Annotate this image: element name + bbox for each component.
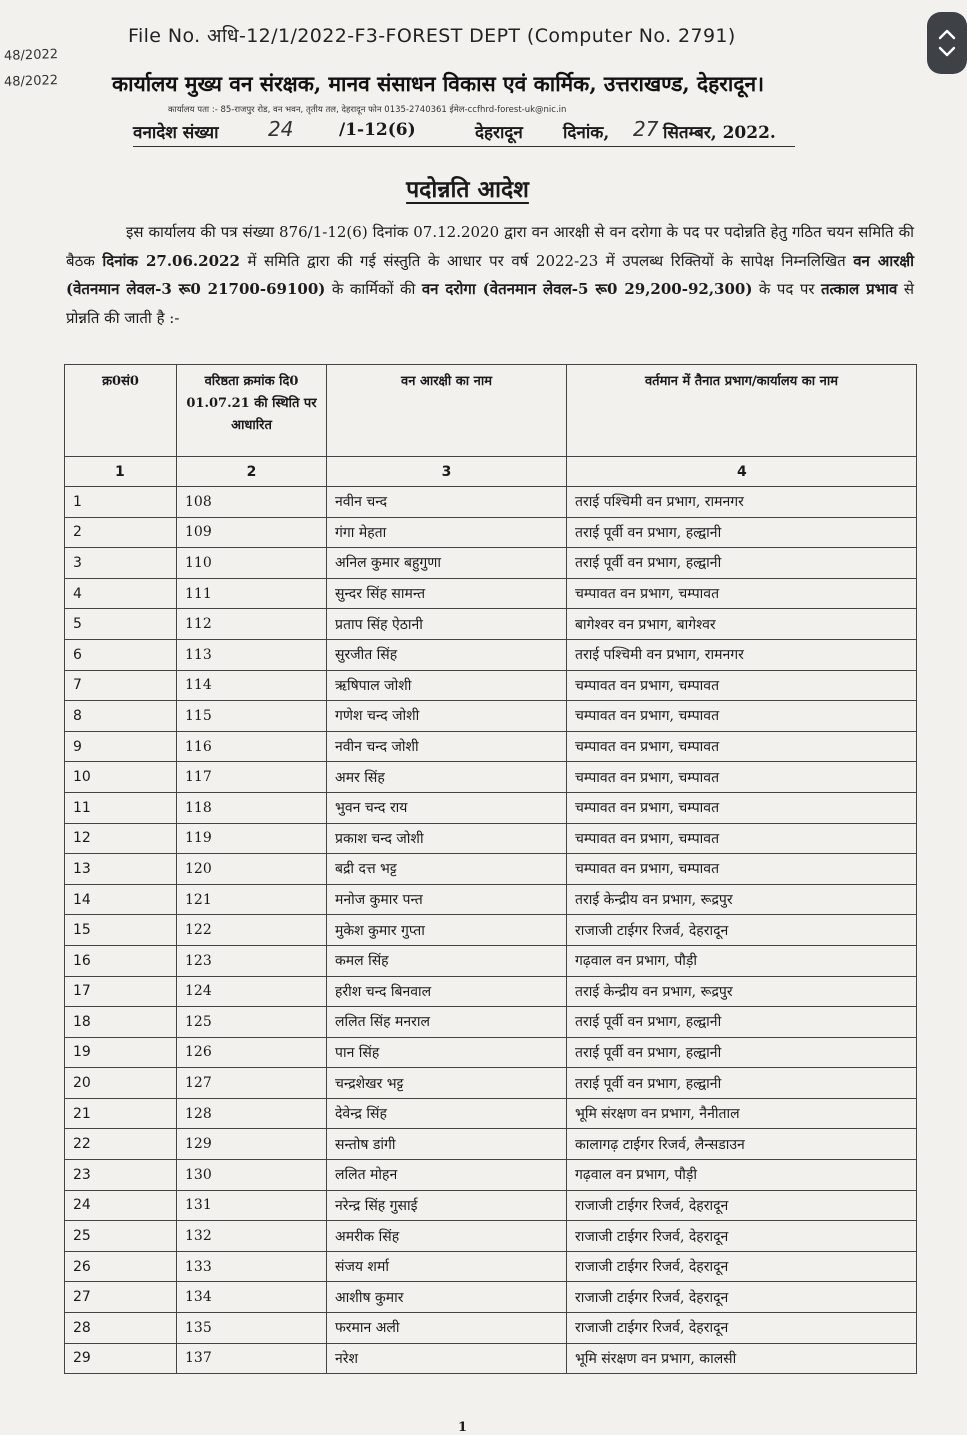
cell-sno: 1 — [65, 487, 177, 518]
header-sno: क्र0सं0 — [65, 365, 177, 457]
table-row — [65, 1313, 917, 1344]
column-number: 2 — [177, 457, 327, 487]
cell-office: भूमि संरक्षण वन प्रभाग, कालसी — [567, 1343, 917, 1374]
cell-name: बद्री दत्त भट्ट — [327, 854, 567, 885]
cell-name: नवीन चन्द — [327, 487, 567, 518]
cell-office: गढ़वाल वन प्रभाग, पौड़ी — [567, 945, 917, 976]
date-day-handwritten: 27 — [633, 117, 659, 141]
cell-name: फरमान अली — [327, 1313, 567, 1344]
cell-sno: 11 — [65, 792, 177, 823]
cell-name: चन्द्रशेखर भट्ट — [327, 1068, 567, 1099]
cell-sno: 8 — [65, 701, 177, 732]
cell-seniority: 128 — [177, 1098, 327, 1129]
cell-name: प्रताप सिंह ऐठानी — [327, 609, 567, 640]
cell-office: चम्पावत वन प्रभाग, चम्पावत — [567, 670, 917, 701]
cell-name: ऋषिपाल जोशी — [327, 670, 567, 701]
cell-office: राजाजी टाईगर रिजर्व, देहरादून — [567, 915, 917, 946]
margin-note: 48/2022 — [3, 47, 59, 64]
cell-office: चम्पावत वन प्रभाग, चम्पावत — [567, 701, 917, 732]
table-row — [65, 517, 917, 548]
table-row — [65, 1098, 917, 1129]
table-row — [65, 670, 917, 701]
cell-seniority: 113 — [177, 639, 327, 670]
cell-office: तराई पश्चिमी वन प्रभाग, रामनगर — [567, 639, 917, 670]
cell-name: संजय शर्मा — [327, 1251, 567, 1282]
cell-sno: 18 — [65, 1007, 177, 1038]
table-body — [65, 487, 917, 1374]
cell-office: बागेश्वर वन प्रभाग, बागेश्वर — [567, 609, 917, 640]
cell-name: देवेन्द्र सिंह — [327, 1098, 567, 1129]
order-line — [133, 117, 813, 146]
table-row — [65, 701, 917, 732]
cell-seniority: 116 — [177, 731, 327, 762]
cell-seniority: 109 — [177, 517, 327, 548]
table-row — [65, 1007, 917, 1038]
cell-name: ललित मोहन — [327, 1160, 567, 1191]
cell-sno: 7 — [65, 670, 177, 701]
cell-office: चम्पावत वन प्रभाग, चम्पावत — [567, 731, 917, 762]
table-row — [65, 731, 917, 762]
chevron-up-icon — [938, 29, 956, 40]
cell-name: नवीन चन्द जोशी — [327, 731, 567, 762]
cell-seniority: 133 — [177, 1251, 327, 1282]
cell-sno: 6 — [65, 639, 177, 670]
cell-sno: 13 — [65, 854, 177, 885]
cell-sno: 5 — [65, 609, 177, 640]
cell-office: चम्पावत वन प्रभाग, चम्पावत — [567, 792, 917, 823]
cell-name: नरेश — [327, 1343, 567, 1374]
table-row — [65, 884, 917, 915]
column-number-row — [65, 457, 917, 487]
page-title: पदोन्नति आदेश — [406, 176, 529, 203]
table-row — [65, 1343, 917, 1374]
cell-name: ललित सिंह मनराल — [327, 1007, 567, 1038]
cell-seniority: 127 — [177, 1068, 327, 1099]
cell-name: भुवन चन्द राय — [327, 792, 567, 823]
cell-name: सन्तोष डांगी — [327, 1129, 567, 1160]
cell-name: गणेश चन्द जोशी — [327, 701, 567, 732]
cell-name: अमरीक सिंह — [327, 1221, 567, 1252]
cell-sno: 19 — [65, 1037, 177, 1068]
order-underline — [133, 146, 795, 147]
table-row — [65, 1068, 917, 1099]
table-row — [65, 1129, 917, 1160]
table-row — [65, 1190, 917, 1221]
cell-name: नरेन्द्र सिंह गुसाई — [327, 1190, 567, 1221]
cell-office: तराई केन्द्रीय वन प्रभाग, रूद्रपुर — [567, 976, 917, 1007]
office-title: कार्यालय मुख्य वन संरक्षक, मानव संसाधन विकास एवं कार्मिक, उत्तराखण्ड, देहरादून। — [112, 71, 765, 96]
cell-sno: 12 — [65, 823, 177, 854]
cell-seniority: 131 — [177, 1190, 327, 1221]
table-row — [65, 945, 917, 976]
page-number: 1 — [458, 1420, 468, 1435]
cell-sno: 15 — [65, 915, 177, 946]
cell-sno: 27 — [65, 1282, 177, 1313]
cell-seniority: 123 — [177, 945, 327, 976]
table-header-row — [65, 365, 917, 457]
cell-seniority: 122 — [177, 915, 327, 946]
table-row — [65, 1221, 917, 1252]
cell-name: मनोज कुमार पन्त — [327, 884, 567, 915]
cell-name: सुन्दर सिंह सामन्त — [327, 578, 567, 609]
cell-seniority: 117 — [177, 762, 327, 793]
table-row — [65, 1160, 917, 1191]
cell-office: गढ़वाल वन प्रभाग, पौड़ी — [567, 1160, 917, 1191]
cell-name: सुरजीत सिंह — [327, 639, 567, 670]
cell-office: तराई पूर्वी वन प्रभाग, हल्द्वानी — [567, 1068, 917, 1099]
cell-office: राजाजी टाईगर रिजर्व, देहरादून — [567, 1313, 917, 1344]
table-row — [65, 639, 917, 670]
table-row — [65, 823, 917, 854]
order-number-suffix: /1-12(6) — [339, 120, 416, 140]
table-row — [65, 578, 917, 609]
table-row — [65, 976, 917, 1007]
cell-office: राजाजी टाईगर रिजर्व, देहरादून — [567, 1282, 917, 1313]
table-row — [65, 762, 917, 793]
cell-seniority: 120 — [177, 854, 327, 885]
margin-note: 48/2022 — [3, 73, 59, 90]
cell-name: हरीश चन्द बिनवाल — [327, 976, 567, 1007]
cell-office: चम्पावत वन प्रभाग, चम्पावत — [567, 762, 917, 793]
cell-office: तराई पूर्वी वन प्रभाग, हल्द्वानी — [567, 1037, 917, 1068]
cell-name: मुकेश कुमार गुप्ता — [327, 915, 567, 946]
cell-seniority: 124 — [177, 976, 327, 1007]
cell-sno: 10 — [65, 762, 177, 793]
table-row — [65, 1251, 917, 1282]
cell-seniority: 126 — [177, 1037, 327, 1068]
cell-seniority: 112 — [177, 609, 327, 640]
cell-sno: 24 — [65, 1190, 177, 1221]
cell-sno: 28 — [65, 1313, 177, 1344]
header-office: वर्तमान में तैनात प्रभाग/कार्यालय का नाम — [567, 365, 917, 457]
header-name: वन आरक्षी का नाम — [327, 365, 567, 457]
cell-office: भूमि संरक्षण वन प्रभाग, नैनीताल — [567, 1098, 917, 1129]
cell-name: प्रकाश चन्द जोशी — [327, 823, 567, 854]
cell-office: चम्पावत वन प्रभाग, चम्पावत — [567, 823, 917, 854]
cell-office: राजाजी टाईगर रिजर्व, देहरादून — [567, 1251, 917, 1282]
date-label: दिनांक, — [563, 123, 610, 143]
table-row — [65, 854, 917, 885]
order-label: वनादेश संख्या — [133, 123, 219, 143]
cell-seniority: 110 — [177, 548, 327, 579]
cell-name: अनिल कुमार बहुगुणा — [327, 548, 567, 579]
cell-seniority: 134 — [177, 1282, 327, 1313]
cell-seniority: 114 — [177, 670, 327, 701]
cell-office: तराई केन्द्रीय वन प्रभाग, रूद्रपुर — [567, 884, 917, 915]
chevron-down-icon — [938, 46, 956, 57]
cell-office: तराई पूर्वी वन प्रभाग, हल्द्वानी — [567, 1007, 917, 1038]
date-rest: सितम्बर, 2022. — [663, 123, 776, 143]
table-row — [65, 915, 917, 946]
office-address: कार्यालय पता :- 85-राजपुर रोड, वन भवन, तृतीय तल, देहरादून फोन 0135-2740361 ईमेल-ccfhrd-forest-uk@nic.in — [168, 105, 567, 115]
cell-seniority: 115 — [177, 701, 327, 732]
cell-sno: 25 — [65, 1221, 177, 1252]
cell-office: कालागढ़ टाईगर रिजर्व, लैन्सडाउन — [567, 1129, 917, 1160]
order-paragraph: इस कार्यालय की पत्र संख्या 876/1-12(6) दिनांक 07.12.2020 द्वारा वन आरक्षी से वन दरोगा के पद पर पदोन्नति हेतु गठित चयन समिति की बैठक दिनांक 27.06.2022 में समिति द्वारा की गई संस्तुति के आधार पर वर्ष 2022-23 में उपलब्ध रिक्तियों के सापेक्ष निम्नलिखित वन आरक्षी (वेतनमान लेवल-3 रू0 21700-69100) के कार्मिकों की वन दरोगा (वेतनमान लेवल-5 रू0 29,200-92,300) के पद पर तत्काल प्रभाव से प्रोन्नति की जाती है :- — [66, 223, 915, 327]
cell-sno: 9 — [65, 731, 177, 762]
cell-seniority: 111 — [177, 578, 327, 609]
table-row — [65, 792, 917, 823]
file-number-line: File No. अधि-12/1/2022-F3-FOREST DEPT (Computer No. 2791) — [128, 25, 736, 47]
cell-seniority: 137 — [177, 1343, 327, 1374]
table-row — [65, 487, 917, 518]
cell-seniority: 119 — [177, 823, 327, 854]
cell-name: अमर सिंह — [327, 762, 567, 793]
cell-sno: 14 — [65, 884, 177, 915]
cell-sno: 29 — [65, 1343, 177, 1374]
cell-sno: 4 — [65, 578, 177, 609]
cell-office: तराई पूर्वी वन प्रभाग, हल्द्वानी — [567, 517, 917, 548]
column-number: 1 — [65, 457, 177, 487]
order-number-handwritten: 24 — [268, 117, 294, 141]
cell-office: तराई पूर्वी वन प्रभाग, हल्द्वानी — [567, 548, 917, 579]
cell-sno: 17 — [65, 976, 177, 1007]
cell-seniority: 135 — [177, 1313, 327, 1344]
table-row — [65, 1037, 917, 1068]
promotion-table — [64, 364, 917, 1374]
cell-seniority: 125 — [177, 1007, 327, 1038]
cell-name: आशीष कुमार — [327, 1282, 567, 1313]
cell-office: राजाजी टाईगर रिजर्व, देहरादून — [567, 1190, 917, 1221]
cell-sno: 2 — [65, 517, 177, 548]
cell-office: चम्पावत वन प्रभाग, चम्पावत — [567, 854, 917, 885]
column-number: 3 — [327, 457, 567, 487]
cell-seniority: 121 — [177, 884, 327, 915]
cell-office: तराई पश्चिमी वन प्रभाग, रामनगर — [567, 487, 917, 518]
cell-name: गंगा मेहता — [327, 517, 567, 548]
cell-seniority: 118 — [177, 792, 327, 823]
cell-name: पान सिंह — [327, 1037, 567, 1068]
cell-seniority: 132 — [177, 1221, 327, 1252]
cell-office: राजाजी टाईगर रिजर्व, देहरादून — [567, 1221, 917, 1252]
cell-sno: 22 — [65, 1129, 177, 1160]
cell-name: कमल सिंह — [327, 945, 567, 976]
column-number: 4 — [567, 457, 917, 487]
table-row — [65, 548, 917, 579]
place: देहरादून — [475, 123, 523, 143]
cell-office: चम्पावत वन प्रभाग, चम्पावत — [567, 578, 917, 609]
header-seniority: वरिष्ठता क्रमांक दि0 01.07.21 की स्थिति पर आधारित — [177, 365, 327, 457]
cell-sno: 16 — [65, 945, 177, 976]
cell-sno: 21 — [65, 1098, 177, 1129]
table-row — [65, 1282, 917, 1313]
cell-sno: 20 — [65, 1068, 177, 1099]
table-row — [65, 609, 917, 640]
cell-seniority: 108 — [177, 487, 327, 518]
cell-sno: 23 — [65, 1160, 177, 1191]
cell-sno: 26 — [65, 1251, 177, 1282]
scroll-toggle-button[interactable] — [927, 12, 967, 74]
cell-sno: 3 — [65, 548, 177, 579]
cell-seniority: 130 — [177, 1160, 327, 1191]
cell-seniority: 129 — [177, 1129, 327, 1160]
